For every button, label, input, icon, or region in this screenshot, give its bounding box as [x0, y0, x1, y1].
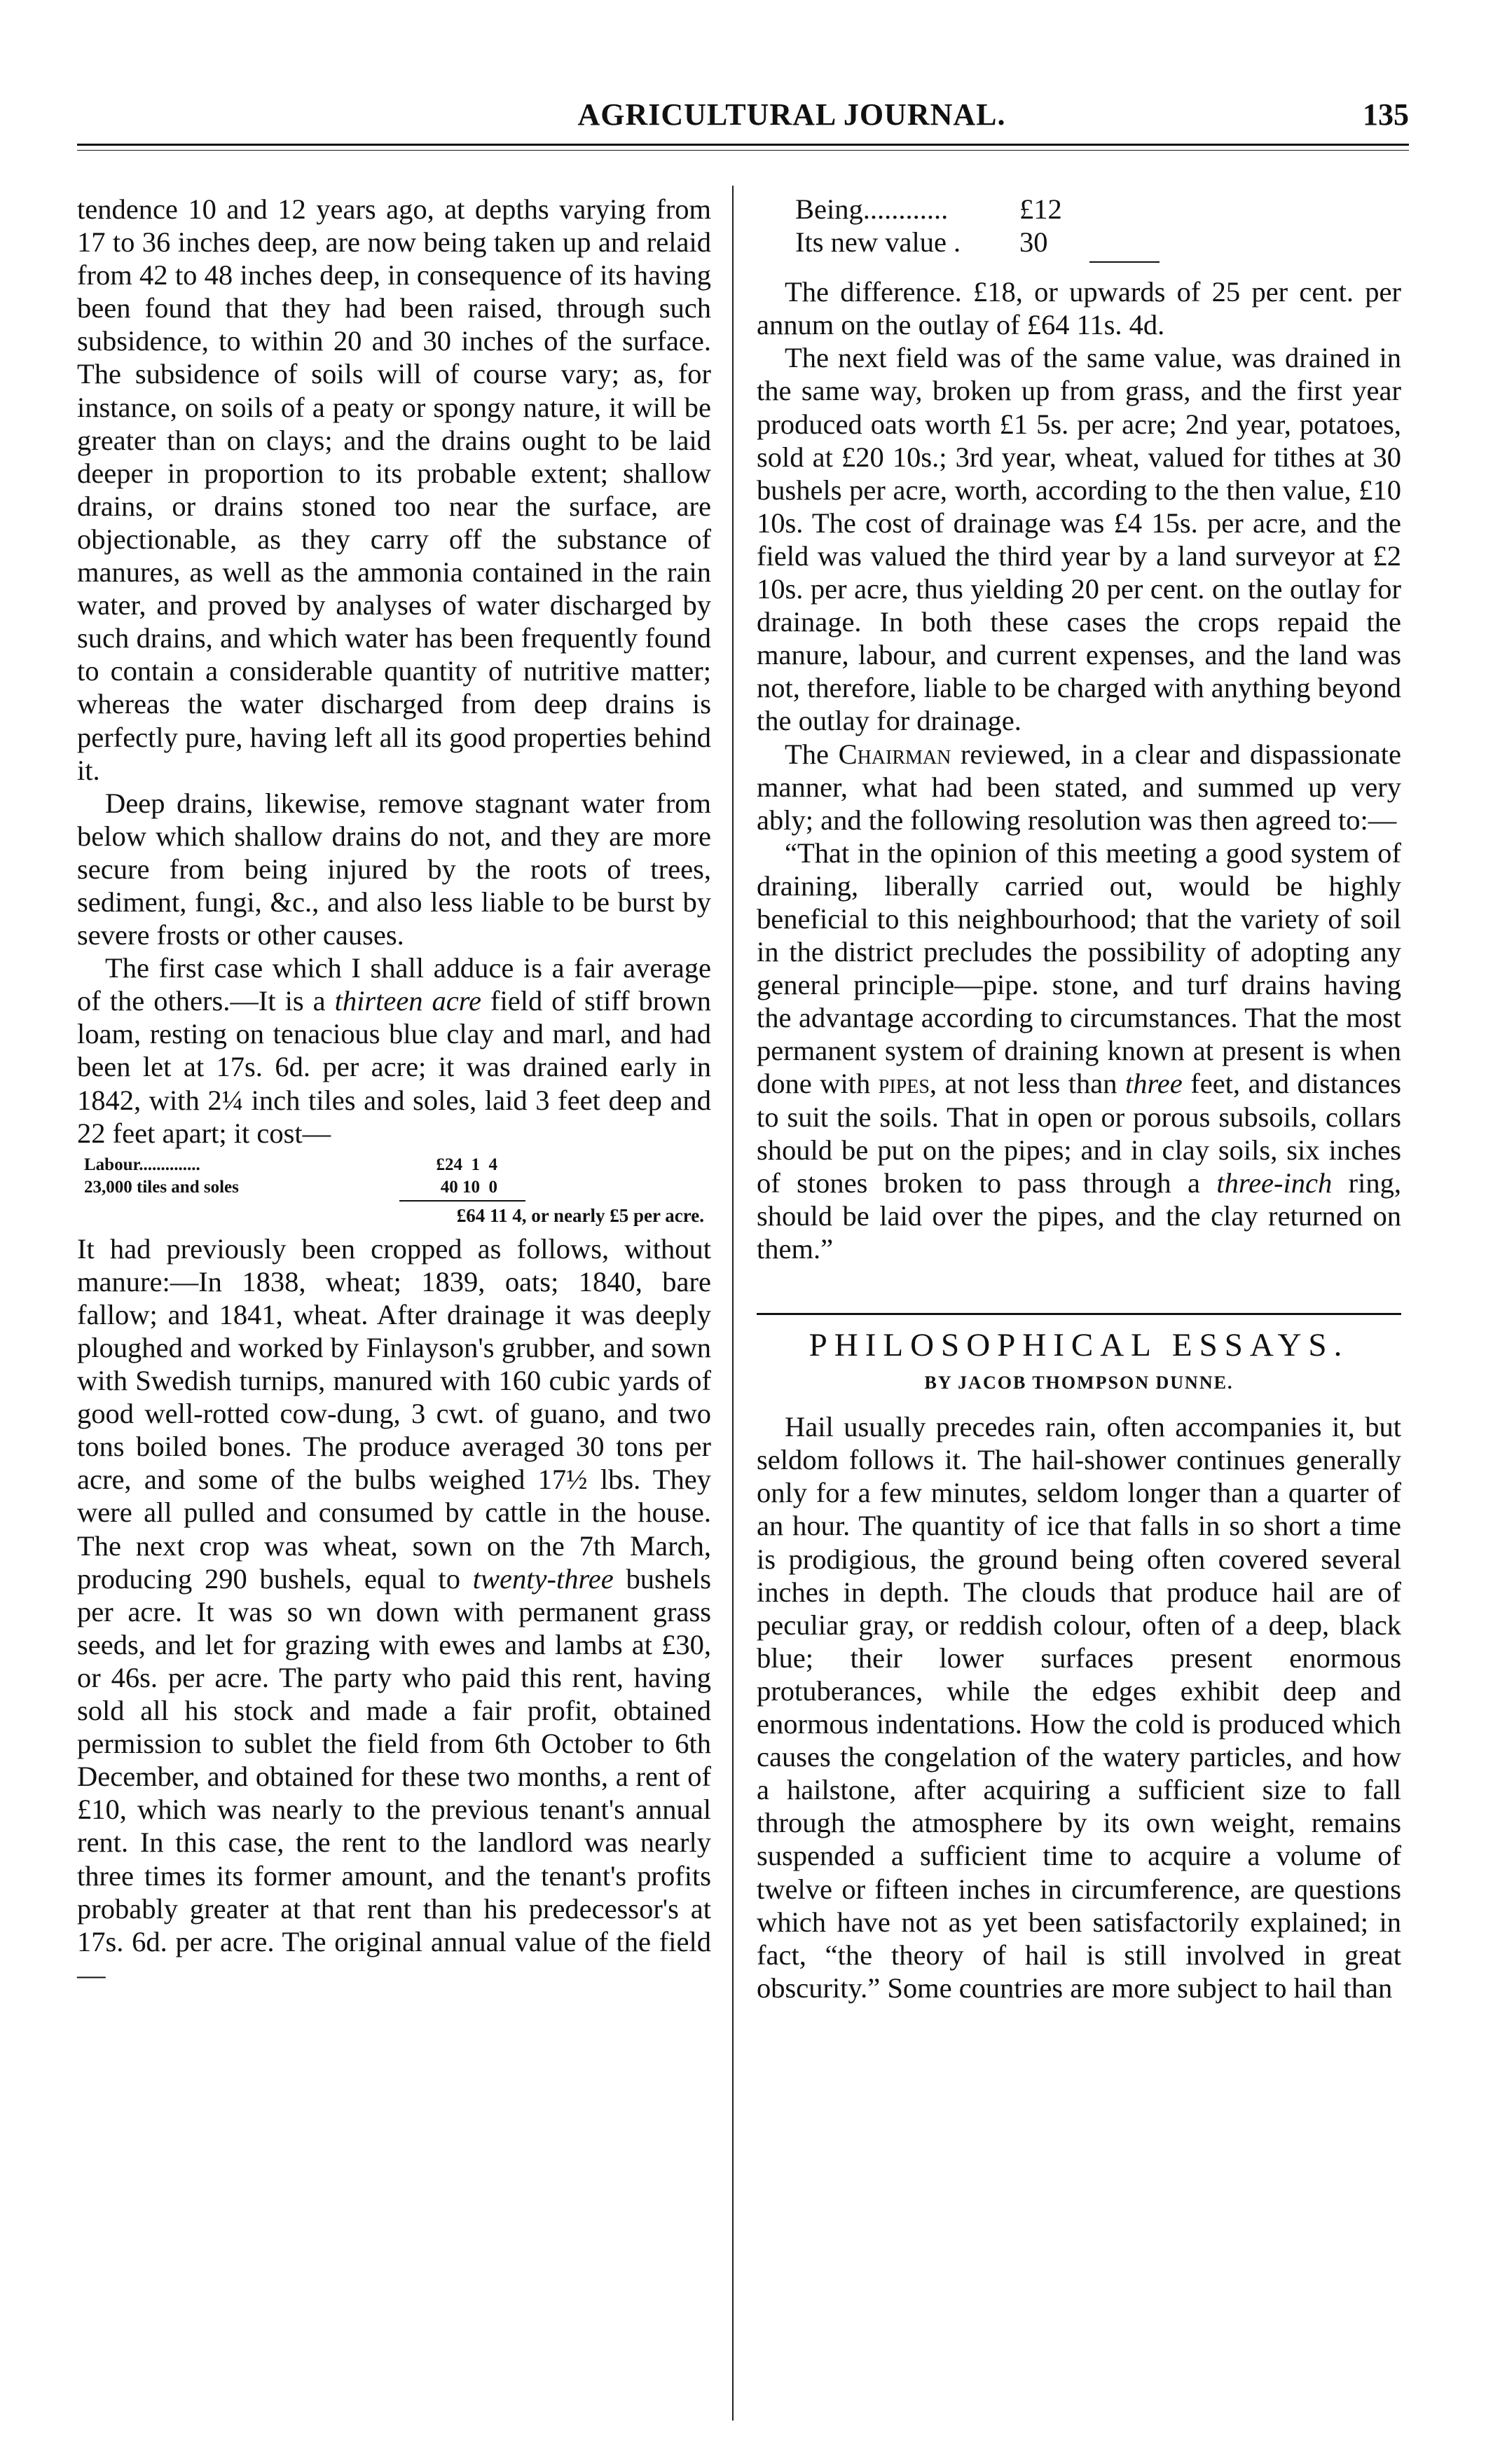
- value-amount: £12: [1019, 193, 1062, 225]
- cost-row: [77, 1154, 711, 1176]
- right-column: [757, 193, 1401, 2004]
- cost-total: £64 11 4, or nearly £5 per acre.: [456, 1204, 704, 1226]
- left-column: [77, 193, 711, 1991]
- value-label: Being............: [795, 193, 949, 225]
- running-title: AGRICULTURAL JOURNAL.: [577, 97, 1006, 132]
- paragraph-difference: The difference. £18, or upwards of 25 per cent. per annum on the outlay of £64 11s. 4d.: [757, 276, 1401, 341]
- paragraph-deep-drains: Deep drains, likewise, remove stagnant water from below which shallow drains do not, and they are more secure from being injured by the roots of trees, sediment, fungi, &c., and also less liable to be burst by severe frosts or other causes.: [77, 787, 711, 951]
- cost-sum-rule: [399, 1200, 525, 1202]
- paragraph-resolution: “That in the opinion of this meeting a good system of draining, liberally carried out, would be highly beneficial to this neighbourhood; that the variety of soil in the district precludes the possibility of adopting any general principle—pipe. stone, and turf drains having the advantage according to circumstances. That the most permanent system of draining known at present is when done with pipes, at not less than three feet, and distances to suit the soils. That in open or porous subsoils, collars should be put on the pipes; and in clay soils, six inches of stones broken to pass through a three-inch ring, should be laid over the pipes, and the clay returned on them.”: [757, 837, 1401, 1265]
- paragraph-first-case: The first case which I shall adduce is a fair average of the others.—It is a thirteen acre field of stiff brown loam, resting on tenacious blue clay and marl, and had been let at 17s. 6d. per acre; it was drained early in 1842, with 2¼ inch tiles and soles, laid 3 feet deep and 22 feet apart; it cost—: [77, 952, 711, 1149]
- paragraph-next-field: The next field was of the same value, was drained in the same way, broken up from grass, and the first year produced oats worth £1 5s. per acre; 2nd year, potatoes, sold at £20 10s.; 3rd year, wheat, valued for tithes at 30 bushels per acre, worth, according to the then value, £10 10s. The cost of drainage was £4 15s. per acre, and the field was valued the third year by a land surveyor at £2 10s. per acre, thus yielding 20 per cent. on the outlay for drainage. In both these cases the crops repaid the manure, labour, and current expenses, and the land was not, therefore, liable to be charged with anything beyond the outlay for drainage.: [757, 342, 1401, 737]
- paragraph-hail: Hail usually precedes rain, often accompanies it, but seldom follows it. The hail-shower continues generally only for a few minutes, seldom longer than a quarter of an hour. The quantity of ice that falls in so short a time is prodigious, the ground being often covered several inches in depth. The clouds that produce hail are of peculiar gray, or reddish colour, often of a deep, black blue; their lower surfaces present enormous protuberances, while the edges exhibit deep and enormous indentations. How the cold is produced which causes the congelation of the watery particles, and how a hailstone, after acquiring a sufficient size to fall through the atmosphere by its own weight, remains suspended a sufficient time to acquire a volume of twelve or fifteen inches in circumference, are questions which have not as yet been satisfactorily explained; in fact, “the theory of hail is still involved in great obscurity.” Some countries are more subject to hail than: [757, 1411, 1401, 2004]
- header-rule: [77, 144, 1409, 146]
- value-row: [795, 226, 1401, 259]
- author-byline: BY JACOB THOMPSON DUNNE.: [924, 1372, 1234, 1393]
- value-amount: 30: [1019, 226, 1048, 259]
- header-rule-thin: [77, 150, 1409, 151]
- cost-amount: £24 1 4: [436, 1155, 497, 1174]
- paragraph-subsidence: tendence 10 and 12 years ago, at depths varying from 17 to 36 inches deep, are now being taken up and relaid from 42 to 48 inches deep, in consequence of its having been found that they had been raised, through such subsidence, to within 20 and 30 inches of the surface. The subsidence of soils will of course vary; as, for instance, on soils of a peaty or spongy nature, it will be greater than on clays; and the drains ought to be laid deeper in proportion to its probable extent; shallow drains, or drains stoned too near the surface, are objectionable, as they carry off the substance of manures, as well as the ammonia contained in the rain water, and proved by analyses of water discharged by such drains, and which water has been frequently found to contain a considerable quantity of nutritive matter; whereas the water discharged from deep drains is perfectly pure, having left all its good properties behind it.: [77, 193, 711, 786]
- paragraph-cropping: It had previously been cropped as follows, without manure:—In 1838, wheat; 1839, oats; 1840, bare fallow; and 1841, wheat. After drainage it was deeply ploughed and worked by Finlayson's grubber, and sown with Swedish turnips, manured with 160 cubic yards of good well-rotted cow-dung, 3 cwt. of guano, and two tons boiled bones. The produce averaged 30 tons per acre, and some of the bulbs weighed 17½ lbs. They were all pulled and consumed by cattle in the house. The next crop was wheat, sown on the 7th March, producing 290 bushels, equal to twenty-three bushels per acre. It was so wn down with permanent grass seeds, and let for grazing with ewes and lambs at £30, or 46s. per acre. The party who paid this rent, having sold all his stock and made a fair profit, obtained permission to sublet the field from 6th October to 6th December, and obtained for these two months, a rent of £10, which was nearly to the previous tenant's annual rent. In this case, the rent to the landlord was nearly three times its former amount, and the tenant's profits probably greater at that rent than his predecessor's at 17s. 6d. per acre. The original annual value of the field—: [77, 1232, 711, 1990]
- value-label: Its new value .: [795, 226, 961, 259]
- value-table: [757, 193, 1401, 263]
- value-sum-rule: [1089, 261, 1160, 263]
- column-divider: [732, 186, 734, 2421]
- section-rule: [757, 1313, 1401, 1315]
- cost-table: [77, 1154, 711, 1227]
- paragraph-chairman: The Chairman reviewed, in a clear and dispassionate manner, what had been stated, and summed up very ably; and the following resolution was then agreed to:—: [757, 738, 1401, 836]
- page-number: 135: [1363, 97, 1409, 132]
- cost-label: Labour..............: [84, 1155, 200, 1174]
- cost-label: 23,000 tiles and soles: [84, 1177, 239, 1197]
- section-title: PHILOSOPHICAL ESSAYS.: [809, 1327, 1349, 1363]
- value-row: [795, 193, 1401, 226]
- cost-row: [77, 1176, 711, 1199]
- cost-amount: 40 10 0: [440, 1177, 497, 1197]
